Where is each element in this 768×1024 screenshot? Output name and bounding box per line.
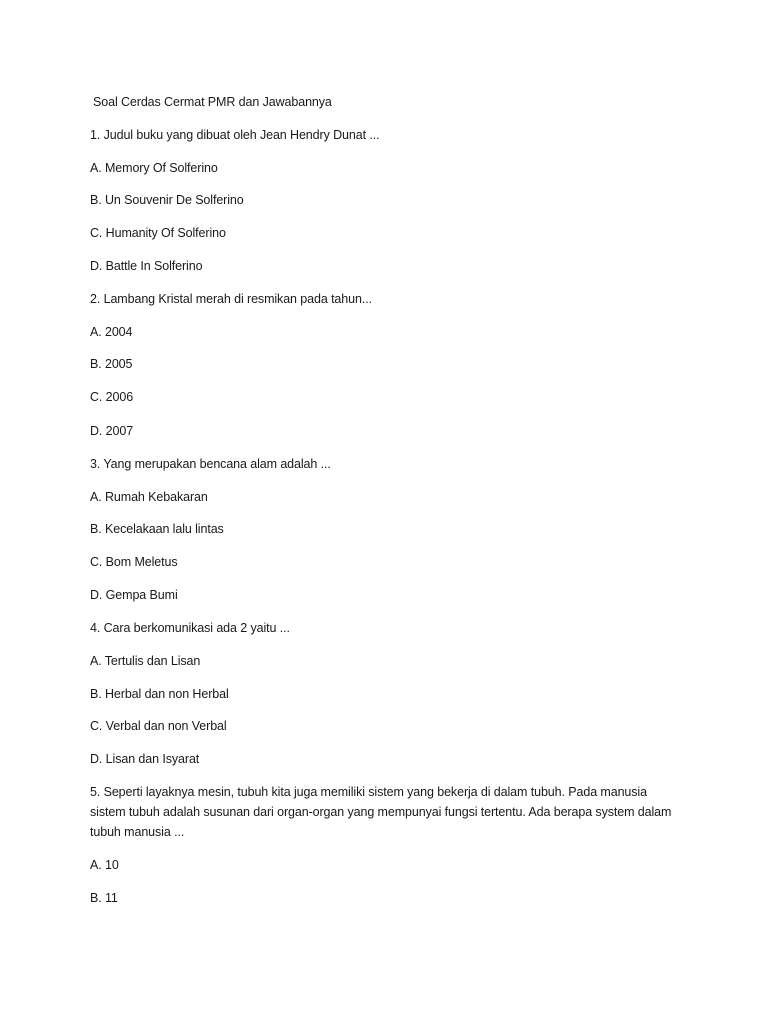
question-5: 5. Seperti layaknya mesin, tubuh kita juga memiliki sistem yang bekerja di dalam tubuh. Pada manusia sistem tubuh adalah susunan dari organ-organ yang mempunyai fungsi tertentu. Ada berapa system dalam tubuh manusia ... [90, 785, 672, 839]
question-4-option-b: B. Herbal dan non Herbal [90, 687, 229, 701]
question-5-option-b: B. 11 [90, 891, 118, 905]
question-2-option-c: C. 2006 [90, 390, 134, 404]
question-5-option-a: A. 10 [90, 858, 119, 872]
question-3-option-b: B. Kecelakaan lalu lintas [90, 522, 224, 536]
question-3-option-d: D. Gempa Bumi [90, 588, 178, 602]
question-2: 2. Lambang Kristal merah di resmikan pada tahun... [90, 292, 372, 306]
question-4-option-c: C. Verbal dan non Verbal [90, 719, 227, 733]
document-title: Soal Cerdas Cermat PMR dan Jawabannya [93, 95, 332, 109]
question-4-option-d: D. Lisan dan Isyarat [90, 752, 200, 766]
question-2-option-d: D. 2007 [90, 424, 134, 438]
question-1: 1. Judul buku yang dibuat oleh Jean Hendry Dunat ... [90, 128, 380, 142]
question-3-option-c: C. Bom Meletus [90, 555, 178, 569]
question-3: 3. Yang merupakan bencana alam adalah ... [90, 457, 331, 471]
question-1-option-b: B. Un Souvenir De Solferino [90, 193, 244, 207]
question-2-option-b: B. 2005 [90, 357, 133, 371]
question-3-option-a: A. Rumah Kebakaran [90, 490, 208, 504]
question-2-option-a: A. 2004 [90, 325, 133, 339]
question-1-option-a: A. Memory Of Solferino [90, 161, 218, 175]
question-1-option-c: C. Humanity Of Solferino [90, 226, 226, 240]
question-4: 4. Cara berkomunikasi ada 2 yaitu ... [90, 621, 290, 635]
question-4-option-a: A. Tertulis dan Lisan [90, 654, 201, 668]
question-1-option-d: D. Battle In Solferino [90, 259, 203, 273]
